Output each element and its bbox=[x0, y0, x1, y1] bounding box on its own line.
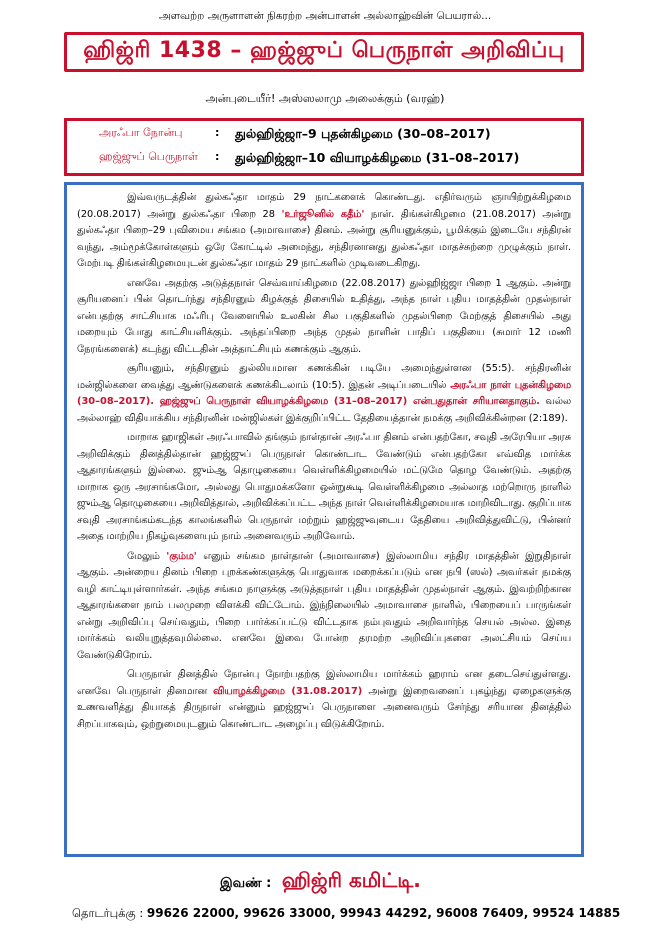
paragraph-text: பெருநாள் தினத்தில் நோன்பு நோற்பதற்கு இஸ்லாமிய மார்க்கம் ஹராம் என தடைசெய்துள்ளது. எனவே பெருநாள் தினமான bbox=[77, 669, 571, 697]
announcement-title bbox=[64, 32, 584, 72]
highlight-text: 'உர்ஜூனில் கதீம்' bbox=[281, 208, 365, 220]
signature-prefix: இவண் : bbox=[220, 876, 272, 891]
contact-numbers: 99626 22000, 99626 33000, 99943 44292, 96008 76409, 99524 14885 bbox=[146, 906, 621, 920]
paragraph-5 bbox=[77, 549, 571, 665]
contact-line bbox=[72, 906, 620, 922]
date-value: துல்ஹிஜ்ஜா–9 புதன்கிழமை (30–08–2017) bbox=[235, 126, 491, 141]
highlight-text: வியாழக்கிழமை (31.08.2017) bbox=[213, 685, 363, 697]
paragraph-text: எனும் சங்கம நாள்தான் (அமாவாசை) இஸ்லாமிய சந்திர மாதத்தின் இறுதிநாள் ஆகும். அன்றைய தினம் பிறை புறக்கண்களுக்கு பொதுவாக மறைக்கப்படும் என நபி (ஸல்) அவர்கள் நமக்கு வழி காட்டியுள்ளார்கள். அந்த சங்கம நாளுக்கு அடுத்தநாள் புதிய மாதத்தின் முதல்நாள் ஆகும். இவற்றிற்கான ஆதாரங்களை நாம் பலமுறை விளக்கி விட்டோம். இந்நிலையில் அமாவாசை நாளில், பிறையைப் பாருங்கள் என்று அறிவிப்பு செய்வதும், பிறை பார்க்கப்பட்டு விட்டதாக நம்புவதும் அறிவார்ந்த செயல் அல்ல. இதை மார்க்கம் வலியுறுத்தவுமில்லை. எனவே இவை போன்ற தரமற்ற அறிவிப்புகளை அலட்சியம் செய்ய வேண்டுகிறோம். bbox=[77, 550, 571, 661]
body-content bbox=[64, 182, 584, 857]
signature-name: ஹிஜ்ரி கமிட்டி. bbox=[281, 868, 421, 892]
highlight-text: அரஃபா நாள் புதன்கிழமை (30–08–2017). ஹஜ்ஜுப் பெருநாள் வியாழக்கிழமை (31–08–2017) என்பதுதான் சரியானதாகும். bbox=[77, 379, 571, 407]
paragraph-text: இவ்வருடத்தின் துல்கஃதா மாதம் 29 நாட்களைக் கொண்டது. எதிர்வரும் ஞாயிற்றுக்கிழமை (20.08.2017) அன்று துல்கஃதா பிறை 28 bbox=[77, 192, 571, 220]
paragraph-6 bbox=[77, 667, 571, 733]
date-value: துல்ஹிஜ்ஜா–10 வியாழக்கிழமை (31–08–2017) bbox=[235, 150, 520, 165]
signature bbox=[220, 868, 421, 895]
announcement-title-text: ஹிஜ்ரி 1438 – ஹஜ்ஜுப் பெருநாள் அறிவிப்பு bbox=[83, 38, 565, 63]
paragraph-4: மாறாக ஹாஜிகள் அரஃபாவில் தங்கும் நாள்தான் அரஃபா தினம் என்பதற்கோ, சவுதி அரேபியா அரசு அறிவிக்கும் தினத்தில்தான் ஹஜ்ஜுப் பெருநாள் கொண்டாட வேண்டும் என்பதற்கோ எவ்வித மார்க்க ஆதாரங்களும் இல்லை. ஜும்ஆ தொழுகையை வெள்ளிக்கிழமையில் மட்டுமே தொழ வேண்டும். அதற்கு மாறாக ஒரு அரசாங்கமோ, அல்லது பொதுமக்களோ ஒன்றுகூடி வெள்ளிக்கிழமை அல்லாத மற்றொரு நாளில் ஜும்ஆ தொழுகையை அறிவித்தால், அறிவிக்கப்பட்ட அந்த நாள் வெள்ளிக்கிழமையாக மாறிவிடாது. குறிப்பாக சவுதி அரசாங்கம்கடந்த காலங்களில் பெருநாள் மற்றும் ஹஜ்ஜுவுடைய தேதியை அறிவித்துவிட்டு, பின்னர் அதை மாற்றிய நிகழ்வுகளையும் நாம் அனைவரும் அறிவோம். bbox=[77, 432, 571, 542]
paragraph-text: மேலும் bbox=[127, 550, 167, 562]
date-row-arafa bbox=[67, 126, 581, 146]
invocation-line: அளவற்ற அருளாளன் நிகரற்ற அன்பாளன் அல்லாஹ்வின் பெயரால்... bbox=[158, 10, 492, 22]
contact-label: தொடர்புக்கு : bbox=[72, 906, 144, 920]
greeting-line: அன்புடையீர்! அஸ்ஸலாமு அலைக்கும் (வரஹ்) bbox=[205, 92, 445, 105]
paragraph-text: அன்று இறைவனைப் புகழ்ந்து ஏழைகளுக்கு உணவளித்து தியாகத் திருநாள் என்னும் ஹஜ்ஜுப் பெருநாளை அனைவரும் சேர்ந்து சரியான தினத்தில் சிறப்பாகவும், ஒற்றுமையுடனும் கொண்டாட அழைப்பு விடுக்கிறோம். bbox=[77, 685, 571, 730]
paragraph-text: வல்ல அல்லாஹ் விதியாக்கிய சந்திரனின் மன்ஜில்கள் இக்குறிப்பிட்ட தேதியைத்தான் நமக்கு அறிவிக்கின்றன (2:189). bbox=[77, 396, 571, 424]
paragraph-3 bbox=[77, 361, 571, 427]
paragraph-2: எனவே அதற்கு அடுத்தநாள் செவ்வாய்கிழமை (22.08.2017) துல்ஹிஜ்ஜா பிறை 1 ஆகும். அன்று சூரியனைப் பின் தொடர்ந்து சந்திரனும் கிழக்குத் திசையில் உதித்து, அந்த நாள் புதிய மாதத்தின் முதல்நாள் என்பதற்கு சாட்சியாக மஃரிபு வேளையில் உலகின் சில பகுதிகளில் முதல்பிறை மேற்குத் திசையில் அது மறையும் போது காட்சியளிக்கும். அந்தப்பிறை அந்த முதல் நாளின் பாதிப் பகுதியை (சுமார் 12 மணி நேரங்களைக்) கடந்து விட்டதின் அத்தாட்சியும் கணக்கும் ஆகும். bbox=[77, 277, 571, 355]
date-label: ஹஜ்ஜுப் பெருநாள் bbox=[99, 150, 198, 163]
date-row-eid bbox=[67, 150, 581, 170]
dates-box bbox=[64, 118, 584, 176]
highlight-text: 'கும்ம' bbox=[166, 550, 197, 562]
paragraph-text: சூரியனும், சந்திரனும் துல்லியமான கணக்கின் படியே அமைந்துள்ளன (55:5). சந்திரனின் மன்ஜில்களை வைத்து ஆண்டுகளைக் கணக்கிடலாம் (10:5). இதன் அடிப்படையில் bbox=[77, 363, 571, 391]
date-colon: : bbox=[215, 150, 220, 163]
paragraph-1 bbox=[77, 190, 571, 273]
date-colon: : bbox=[215, 126, 220, 139]
paragraph-text: நாள். திங்கள்கிழமை (21.08.2017) அன்று துல்கஃதா பிறை–29 புவிமைய சங்கம (அமாவாசை) தினம். அன்று சூரியனுக்கும், பூமிக்கும் இடையே சந்திரன் வந்து, அம்மூக்கோள்களும் ஒரே கோட்டில் அமைந்து, சந்திரனானது துல்கஃதா மாதச்சுற்றை முழுக்கும் நாள். மேற்படி திங்கள்கிழமையுடன் துல்கஃதா மாதம் 29 நாட்களில் முடிவடைகிறது. bbox=[77, 208, 571, 269]
date-label: அரஃபா நோன்பு bbox=[99, 126, 183, 139]
